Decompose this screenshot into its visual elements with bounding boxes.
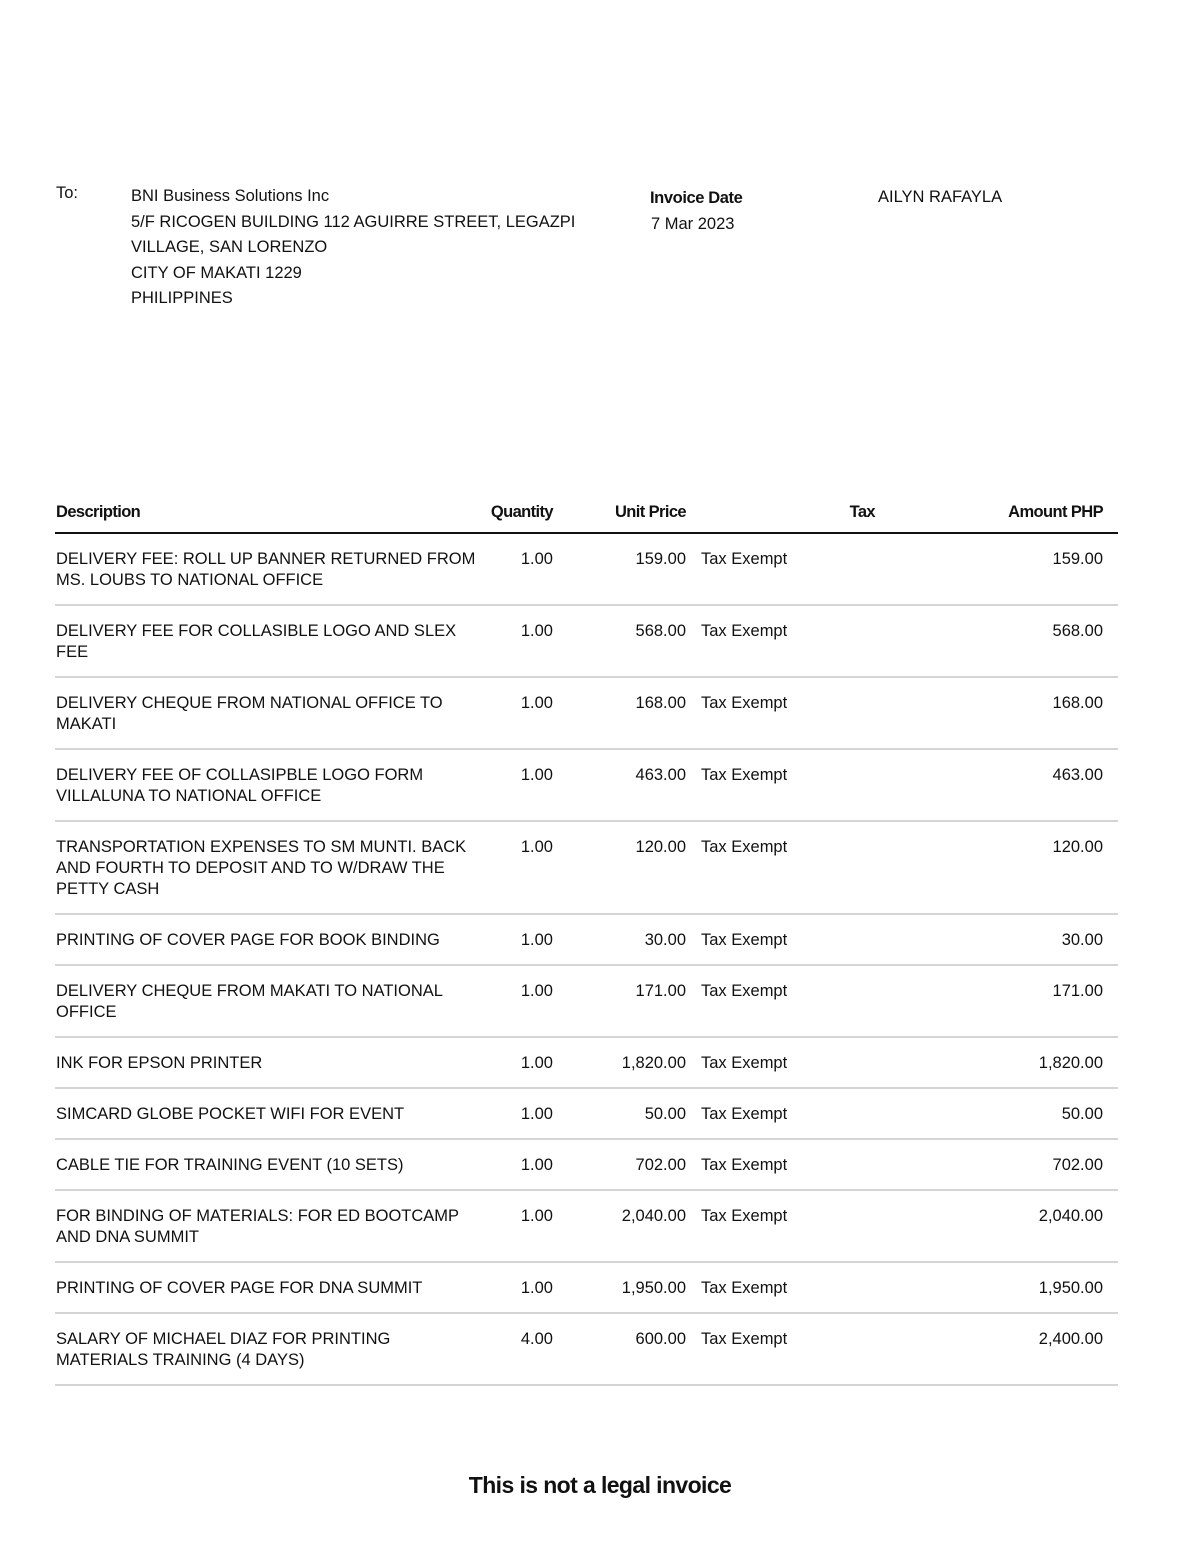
recipient-company: BNI Business Solutions Inc <box>131 187 330 205</box>
item-tax: Tax Exempt <box>701 821 890 914</box>
invoice-date-label: Invoice Date <box>650 189 743 207</box>
item-tax: Tax Exempt <box>701 1190 890 1262</box>
item-unit-price: 30.00 <box>568 914 701 965</box>
item-description: DELIVERY CHEQUE FROM NATIONAL OFFICE TO MAKATI <box>55 677 488 749</box>
item-quantity: 1.00 <box>488 1139 568 1190</box>
item-description: SIMCARD GLOBE POCKET WIFI FOR EVENT <box>55 1088 488 1139</box>
table-row <box>55 965 1118 1037</box>
item-tax: Tax Exempt <box>701 605 890 677</box>
item-tax: Tax Exempt <box>701 1139 890 1190</box>
line-items-table <box>55 492 1118 1386</box>
item-amount: 702.00 <box>890 1139 1118 1190</box>
item-description: SALARY OF MICHAEL DIAZ FOR PRINTING MATERIALS TRAINING (4 DAYS) <box>55 1313 488 1385</box>
item-quantity: 1.00 <box>488 605 568 677</box>
item-description: INK FOR EPSON PRINTER <box>55 1037 488 1088</box>
item-unit-price: 702.00 <box>568 1139 701 1190</box>
item-tax: Tax Exempt <box>701 965 890 1037</box>
item-description: PRINTING OF COVER PAGE FOR BOOK BINDING <box>55 914 488 965</box>
table-row <box>55 749 1118 821</box>
item-description: DELIVERY FEE FOR COLLASIBLE LOGO AND SLEX FEE <box>55 605 488 677</box>
item-quantity: 1.00 <box>488 749 568 821</box>
item-quantity: 1.00 <box>488 965 568 1037</box>
item-amount: 2,400.00 <box>890 1313 1118 1385</box>
item-amount: 120.00 <box>890 821 1118 914</box>
table-row <box>55 914 1118 965</box>
table-row <box>55 1139 1118 1190</box>
item-unit-price: 2,040.00 <box>568 1190 701 1262</box>
item-quantity: 1.00 <box>488 1088 568 1139</box>
item-unit-price: 168.00 <box>568 677 701 749</box>
item-unit-price: 159.00 <box>568 533 701 605</box>
header-amount: Amount PHP <box>890 492 1118 533</box>
item-unit-price: 120.00 <box>568 821 701 914</box>
item-amount: 2,040.00 <box>890 1190 1118 1262</box>
table-row <box>55 1262 1118 1313</box>
header-description: Description <box>55 492 488 533</box>
item-quantity: 1.00 <box>488 533 568 605</box>
table-row <box>55 821 1118 914</box>
item-amount: 463.00 <box>890 749 1118 821</box>
recipient-address-line: CITY OF MAKATI 1229 <box>131 263 302 282</box>
item-unit-price: 50.00 <box>568 1088 701 1139</box>
item-tax: Tax Exempt <box>701 533 890 605</box>
item-unit-price: 568.00 <box>568 605 701 677</box>
item-description: DELIVERY FEE: ROLL UP BANNER RETURNED FROM MS. LOUBS TO NATIONAL OFFICE <box>55 533 488 605</box>
table-row <box>55 1088 1118 1139</box>
item-description: CABLE TIE FOR TRAINING EVENT (10 SETS) <box>55 1139 488 1190</box>
legal-disclaimer: This is not a legal invoice <box>468 1472 732 1498</box>
contact-name: AILYN RAFAYLA <box>878 188 1003 206</box>
to-label: To: <box>56 184 79 202</box>
item-quantity: 1.00 <box>488 821 568 914</box>
item-quantity: 1.00 <box>488 1262 568 1313</box>
item-description: DELIVERY CHEQUE FROM MAKATI TO NATIONAL OFFICE <box>55 965 488 1037</box>
item-amount: 1,820.00 <box>890 1037 1118 1088</box>
recipient-address <box>131 184 631 312</box>
item-unit-price: 463.00 <box>568 749 701 821</box>
item-amount: 168.00 <box>890 677 1118 749</box>
item-quantity: 1.00 <box>488 1190 568 1262</box>
invoice-date-value: 7 Mar 2023 <box>651 215 735 233</box>
table-row <box>55 677 1118 749</box>
item-amount: 50.00 <box>890 1088 1118 1139</box>
item-tax: Tax Exempt <box>701 749 890 821</box>
header-quantity: Quantity <box>488 492 568 533</box>
item-amount: 30.00 <box>890 914 1118 965</box>
recipient-address-line: VILLAGE, SAN LORENZO <box>131 238 328 256</box>
table-row <box>55 533 1118 605</box>
header-tax: Tax <box>701 492 890 533</box>
item-unit-price: 1,820.00 <box>568 1037 701 1088</box>
item-tax: Tax Exempt <box>701 1313 890 1385</box>
item-tax: Tax Exempt <box>701 677 890 749</box>
item-tax: Tax Exempt <box>701 1037 890 1088</box>
table-row <box>55 1190 1118 1262</box>
item-tax: Tax Exempt <box>701 914 890 965</box>
item-quantity: 4.00 <box>488 1313 568 1385</box>
recipient-country: PHILIPPINES <box>131 289 233 307</box>
item-description: TRANSPORTATION EXPENSES TO SM MUNTI. BACK AND FOURTH TO DEPOSIT AND TO W/DRAW THE PETTY CASH <box>55 821 488 914</box>
item-description: DELIVERY FEE OF COLLASIPBLE LOGO FORM VILLALUNA TO NATIONAL OFFICE <box>55 749 488 821</box>
header-unit-price: Unit Price <box>568 492 701 533</box>
table-row <box>55 605 1118 677</box>
item-quantity: 1.00 <box>488 914 568 965</box>
item-quantity: 1.00 <box>488 1037 568 1088</box>
item-unit-price: 600.00 <box>568 1313 701 1385</box>
item-tax: Tax Exempt <box>701 1262 890 1313</box>
item-unit-price: 171.00 <box>568 965 701 1037</box>
item-amount: 171.00 <box>890 965 1118 1037</box>
item-unit-price: 1,950.00 <box>568 1262 701 1313</box>
table-header-row <box>55 492 1118 533</box>
item-description: FOR BINDING OF MATERIALS: FOR ED BOOTCAMP AND DNA SUMMIT <box>55 1190 488 1262</box>
item-quantity: 1.00 <box>488 677 568 749</box>
table-row <box>55 1037 1118 1088</box>
item-amount: 159.00 <box>890 533 1118 605</box>
table-row <box>55 1313 1118 1385</box>
item-tax: Tax Exempt <box>701 1088 890 1139</box>
recipient-address-line: 5/F RICOGEN BUILDING 112 AGUIRRE STREET, LEGAZPI <box>131 212 576 231</box>
item-description: PRINTING OF COVER PAGE FOR DNA SUMMIT <box>55 1262 488 1313</box>
item-amount: 568.00 <box>890 605 1118 677</box>
item-amount: 1,950.00 <box>890 1262 1118 1313</box>
